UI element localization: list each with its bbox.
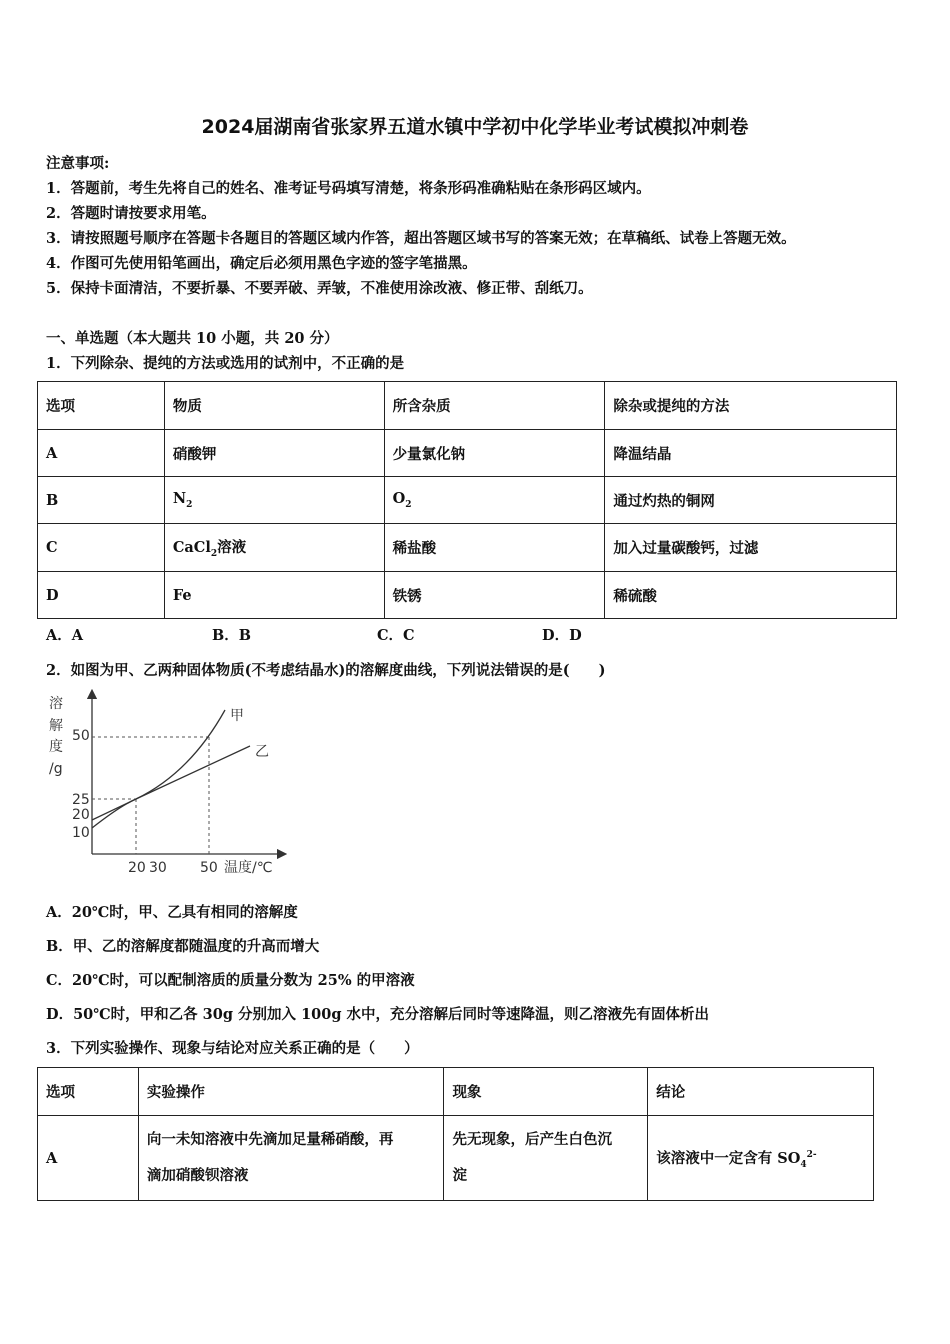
- operation-line: 滴加硝酸钡溶液: [146, 1167, 249, 1184]
- y-tick-label: 10: [72, 825, 90, 841]
- y-axis-label: 溶: [49, 696, 63, 712]
- answer-option[interactable]: B．B: [212, 627, 252, 644]
- method-cell: 通过灼热的铜网: [605, 477, 897, 524]
- notice-item: 4．作图可先使用铅笔画出，确定后必须用黑色字迹的签字笔描黑。: [46, 255, 477, 272]
- option-cell: A: [38, 430, 165, 477]
- notice-item: 3．请按照题号顺序在答题卡各题目的答题区域内作答，超出答题区域书写的答案无效；在草稿纸、试卷上答题无效。: [46, 230, 796, 247]
- substance-cell: [164, 477, 384, 524]
- substance-cell: [164, 524, 384, 572]
- table-header-row: [38, 382, 897, 430]
- question-3-table: [37, 1067, 874, 1201]
- header-cell: 所含杂质: [384, 382, 605, 430]
- notice-item: 5．保持卡面清洁，不要折暴、不要弄破、弄皱，不准使用涂改液、修正带、刮纸刀。: [46, 280, 593, 297]
- section-heading: 一、单选题（本大题共 10 小题，共 20 分）: [46, 330, 339, 347]
- x-axis-label: 温度/℃: [224, 860, 273, 876]
- y-tick-label: 20: [72, 807, 90, 823]
- notice-item: 2．答题时请按要求用笔。: [46, 205, 216, 222]
- question-1-table: [37, 381, 897, 619]
- notice-heading: 注意事项:: [46, 155, 110, 172]
- x-tick-label: 30: [149, 860, 167, 876]
- method-cell: 稀硫酸: [605, 572, 897, 619]
- series-label-jia: 甲: [230, 708, 244, 724]
- impurity-cell: [384, 477, 605, 524]
- option-cell: A: [38, 1116, 139, 1201]
- phenomenon-line: 淀: [452, 1167, 467, 1184]
- option-cell: D: [38, 572, 165, 619]
- method-cell: 加入过量碳酸钙，过滤: [605, 524, 897, 572]
- formula-subscript: 2: [210, 548, 218, 559]
- curve-yi: [92, 746, 250, 820]
- question-3-stem: 3．下列实验操作、现象与结论对应关系正确的是（ ）: [46, 1040, 419, 1057]
- y-axis-label: 度: [49, 739, 63, 755]
- formula-text: O: [392, 490, 406, 508]
- notice-item: 1．答题前，考生先将自己的姓名、准考证号码填写清楚，将条形码准确粘贴在条形码区域内。: [46, 180, 651, 197]
- formula-subscript: 2: [186, 499, 193, 510]
- conclusion-text: 该溶液中一定含有 SO: [656, 1149, 801, 1167]
- conclusion-cell: [648, 1116, 874, 1201]
- y-axis-label: /g: [49, 761, 63, 777]
- answer-choice[interactable]: D．50℃时，甲和乙各 30g 分别加入 100g 水中，充分溶解后同时等速降温，则乙溶液先有固体析出: [46, 1006, 710, 1023]
- y-tick-label: 50: [72, 728, 90, 744]
- formula-superscript: 2-: [806, 1149, 817, 1160]
- x-tick-label: 50: [200, 860, 218, 876]
- y-axis-label: 解: [49, 718, 63, 734]
- answer-option[interactable]: C．C: [377, 627, 415, 644]
- substance-cell: 硝酸钾: [164, 430, 384, 477]
- impurity-cell: 铁锈: [384, 572, 605, 619]
- method-cell: 降温结晶: [605, 430, 897, 477]
- answer-choice[interactable]: C．20℃时，可以配制溶质的质量分数为 25% 的甲溶液: [46, 972, 415, 989]
- impurity-cell: 稀盐酸: [384, 524, 605, 572]
- answer-option[interactable]: A．A: [46, 627, 84, 644]
- formula-text: CaCl: [172, 539, 211, 557]
- phenomenon-line: 先无现象，后产生白色沉: [452, 1131, 612, 1148]
- formula-subscript: 2: [405, 499, 412, 510]
- header-cell: 结论: [648, 1068, 874, 1116]
- header-cell: 实验操作: [138, 1068, 444, 1116]
- option-cell: B: [38, 477, 165, 524]
- table-row: [38, 572, 897, 619]
- answer-option[interactable]: D．D: [542, 627, 582, 644]
- table-row: [38, 477, 897, 524]
- operation-cell: [138, 1116, 444, 1201]
- table-row: [38, 430, 897, 477]
- y-tick-label: 25: [72, 792, 90, 808]
- header-cell: 物质: [164, 382, 384, 430]
- formula-subscript: 4: [800, 1159, 807, 1170]
- impurity-cell: 少量氯化钠: [384, 430, 605, 477]
- question-1-stem: 1．下列除杂、提纯的方法或选用的试剂中，不正确的是: [46, 355, 405, 372]
- phenomenon-cell: [444, 1116, 648, 1201]
- answer-choice[interactable]: A．20℃时，甲、乙具有相同的溶解度: [46, 904, 298, 921]
- page-title: 2024届湖南省张家界五道水镇中学初中化学毕业考试模拟冲刺卷: [201, 116, 749, 138]
- x-tick-label: 20: [128, 860, 146, 876]
- table-row: [38, 524, 897, 572]
- answer-choice[interactable]: B．甲、乙的溶解度都随温度的升高而增大: [46, 938, 320, 955]
- header-cell: 选项: [38, 382, 165, 430]
- header-cell: 现象: [444, 1068, 648, 1116]
- question-2-stem: 2．如图为甲、乙两种固体物质(不考虑结晶水)的溶解度曲线，下列说法错误的是( ): [46, 662, 606, 679]
- table-row: [38, 1116, 874, 1201]
- formula-tail: 溶液: [217, 539, 247, 557]
- operation-line: 向一未知溶液中先滴加足量稀硝酸，再: [146, 1131, 394, 1148]
- header-cell: 选项: [38, 1068, 139, 1116]
- solubility-graph: [40, 688, 290, 883]
- formula-text: N: [172, 490, 187, 508]
- table-header-row: [38, 1068, 874, 1116]
- substance-cell: Fe: [164, 572, 384, 619]
- series-label-yi: 乙: [255, 744, 269, 760]
- header-cell: 除杂或提纯的方法: [605, 382, 897, 430]
- option-cell: C: [38, 524, 165, 572]
